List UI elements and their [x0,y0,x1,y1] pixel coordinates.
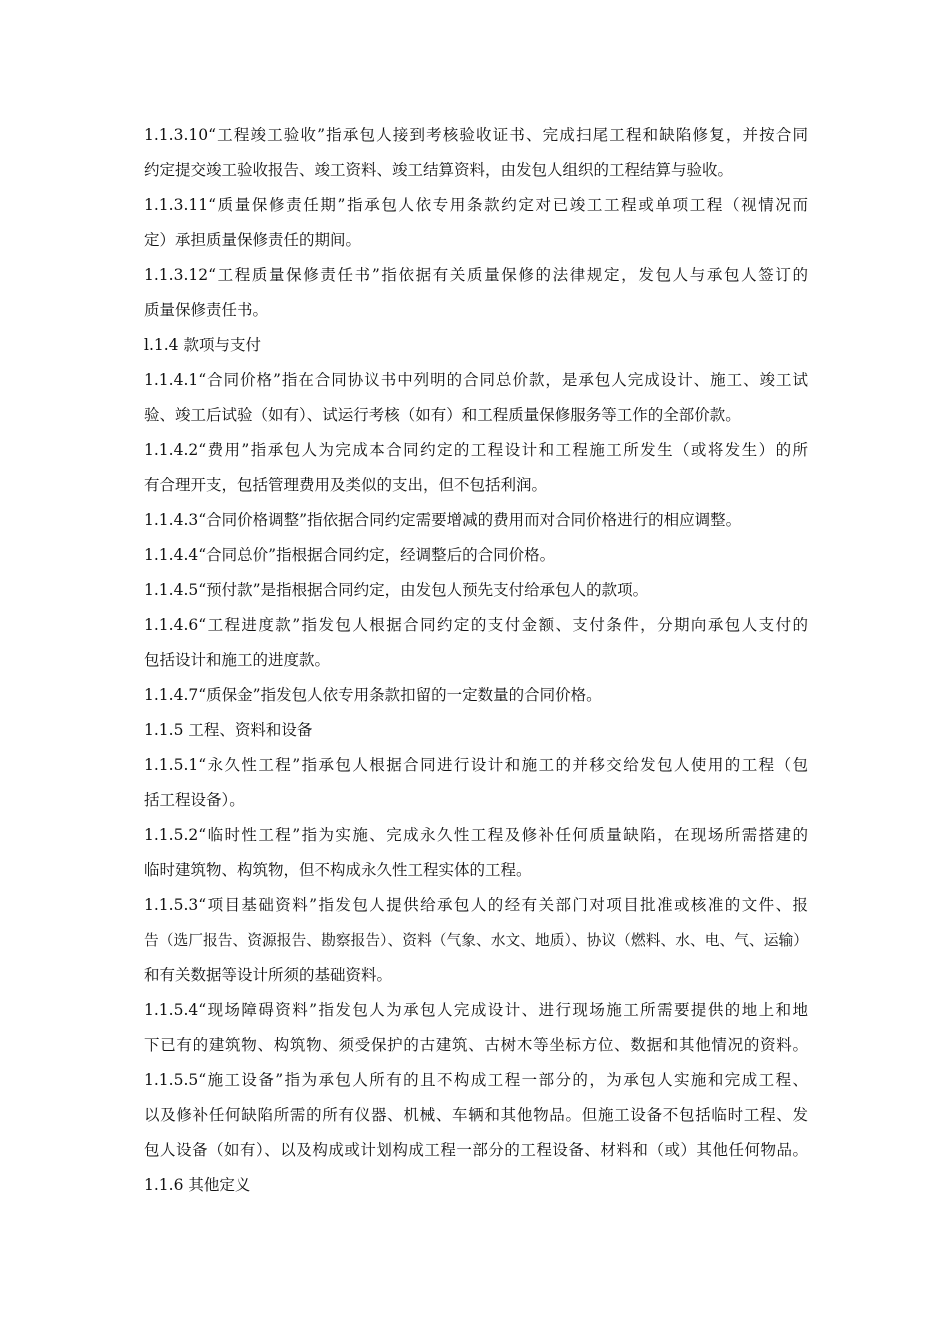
text-line: 1.1.4.1“合同价格”指在合同协议书中列明的合同总价款，是承包人完成设计、施工、竣工试 [144,371,808,389]
text-line: 1.1.4.7“质保金”指发包人依专用条款扣留的一定数量的合同价格。 [144,686,602,704]
text-line: 括工程设备）。 [144,791,245,809]
text-line: 1.1.4.6“工程进度款”指发包人根据合同约定的支付金额、支付条件，分期向承包人支付的 [144,616,808,634]
text-line: 1.1.4.4“合同总价”指根据合同约定，经调整后的合同价格。 [144,546,556,564]
text-line: 1.1.3.10“工程竣工验收”指承包人接到考核验收证书、完成扫尾工程和缺陷修复，并按合同 [144,126,808,144]
text-line: 下已有的建筑物、构筑物、须受保护的古建筑、古树木等坐标方位、数据和其他情况的资料。 [144,1036,808,1054]
text-line: 和有关数据等设计所须的基础资料。 [144,966,393,984]
text-line: 有合理开支，包括管理费用及类似的支出，但不包括利润。 [144,476,548,494]
text-line: 以及修补任何缺陷所需的所有仪器、机械、车辆和其他物品。但施工设备不包括临时工程、发 [144,1106,808,1124]
text-line: 验、竣工后试验（如有）、试运行考核（如有）和工程质量保修服务等工作的全部价款。 [144,406,741,424]
text-line: 1.1.4.5“预付款”是指根据合同约定，由发包人预先支付给承包人的款项。 [144,581,649,599]
text-line: 1.1.5.5“施工设备”指为承包人所有的且不构成工程一部分的，为承包人实施和完成工程、 [144,1071,808,1089]
text-line: 包括设计和施工的进度款。 [144,651,331,669]
text-line: 质量保修责任书。 [144,301,269,319]
text-line: 1.1.5.4“现场障碍资料”指发包人为承包人完成设计、进行现场施工所需要提供的地上和地 [144,1001,808,1019]
text-line: 1.1.4.3“合同价格调整”指依据合同约定需要增减的费用而对合同价格进行的相应调整。 [144,511,742,529]
text-line: 1.1.5.3“项目基础资料”指发包人提供给承包人的经有关部门对项目批准或核准的文件、报 [144,896,808,914]
text-line: 1.1.4.2“费用”指承包人为完成本合同约定的工程设计和工程施工所发生（或将发生）的所 [144,441,808,459]
text-line: 1.1.5.1“永久性工程”指承包人根据合同进行设计和施工的并移交给发包人使用的工程（包 [144,756,808,774]
text-line: 1.1.5 工程、资料和设备 [144,721,313,739]
text-line: l.1.4 款项与支付 [144,336,261,354]
text-line: 定）承担质量保修责任的期间。 [144,231,362,249]
text-line: 包人设备（如有）、以及构成或计划构成工程一部分的工程设备、材料和（或）其他任何物品。 [144,1141,808,1159]
text-line: 临时建筑物、构筑物，但不构成永久性工程实体的工程。 [144,861,532,879]
text-line: 告（选厂报告、资源报告、勘察报告）、资料（气象、水文、地质）、协议（燃料、水、电、气、运输） [144,932,808,949]
text-line: 1.1.3.11“质量保修责任期”指承包人依专用条款约定对已竣工工程或单项工程（视情况而 [144,196,808,214]
text-line: 1.1.6 其他定义 [144,1176,251,1194]
text-line: 1.1.5.2“临时性工程”指为实施、完成永久性工程及修补任何质量缺陷，在现场所需搭建的 [144,826,808,844]
text-line: 约定提交竣工验收报告、竣工资料、竣工结算资料，由发包人组织的工程结算与验收。 [144,161,734,179]
text-line: 1.1.3.12“工程质量保修责任书”指依据有关质量保修的法律规定，发包人与承包人签订的 [144,266,808,284]
document-body [144,118,808,1203]
